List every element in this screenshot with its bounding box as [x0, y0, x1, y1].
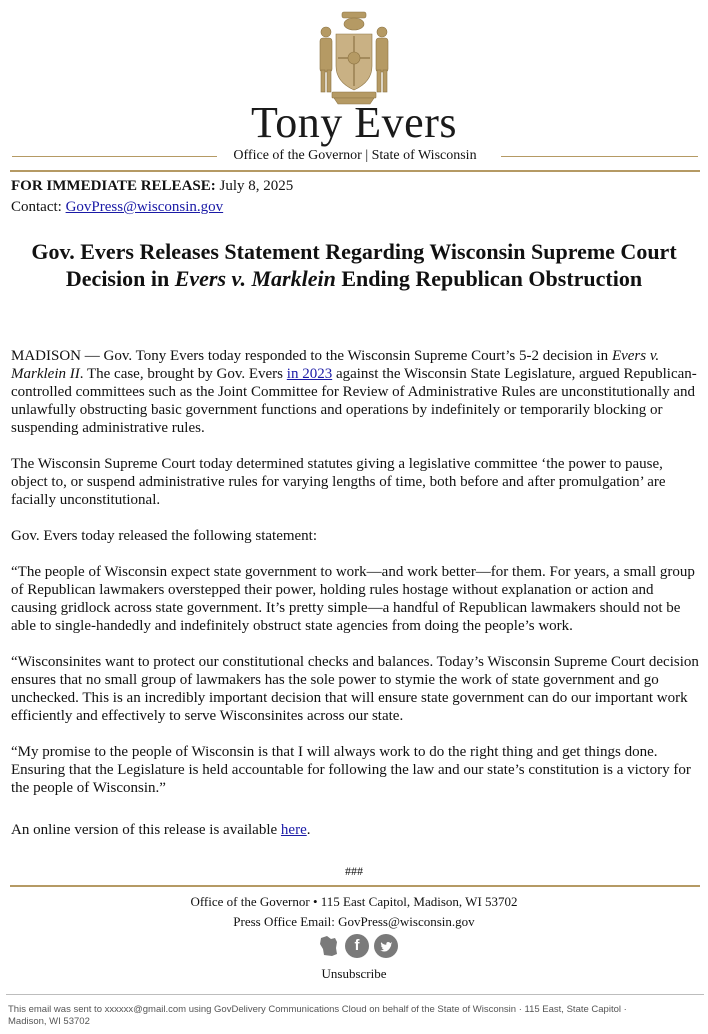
headline [20, 238, 688, 292]
p1-text-c: against the Wisconsin State Legislature, argued Republican-controlled committees such as the Joint Committee for Review of Administrative Rules are unconstitutionally and unlawfully obstructing basic government functions and operations by indefinitely or temporarily blocking or suspending administrative rules. [11, 366, 697, 436]
headline-part2: Ending Republican Obstruction [341, 266, 643, 291]
twitter-icon[interactable] [374, 934, 398, 958]
headline-case-name: Evers v. Marklein [174, 266, 336, 291]
release-label: FOR IMMEDIATE RELEASE: [11, 178, 216, 194]
header-subtitle-row [12, 147, 698, 167]
wisconsin-seal-icon [312, 10, 396, 106]
paragraph-2: The Wisconsin Supreme Court today determined statutes giving a legislative committee ‘the power to pause, object to, or suspend administrative rules for varying lengths of time, both before and after promulgation’ are facially unconstitutional. [11, 456, 666, 508]
fine-print-divider [6, 994, 704, 995]
footer-divider [10, 885, 700, 887]
p1-text-a: MADISON — Gov. Tony Evers today responded to the Wisconsin Supreme Court’s 5-2 decision in [11, 348, 609, 364]
paragraph-5: “Wisconsinites want to protect our constitutional checks and balances. Today’s Wisconsin Supreme Court decision ensures that no small group of lawmakers has the sole power to stymie the work of state government and go unchecked. This is an incredibly important decision that will ensure state government can do our important work efficiently and effectively to serve Wisconsinites across our state. [11, 654, 699, 724]
footer-address: Office of the Governor • 115 East Capitol, Madison, WI 53702 [190, 894, 518, 909]
p1-case-name: Evers v. Marklein II [11, 348, 660, 382]
online-text: An online version of this release is available [11, 822, 278, 838]
header-subtitle: Office of the Governor | State of Wisconsin [227, 148, 482, 163]
contact-line [11, 197, 293, 218]
online-period: . [306, 822, 311, 838]
fine-print: This email was sent to xxxxxx@gmail.com using GovDelivery Communications Cloud on behalf of the State of Wisconsin · 115 East, State Capitol · Madison, WI 53702 [8, 1004, 627, 1027]
in-2023-link[interactable]: in 2023 [286, 366, 333, 382]
end-mark: ### [345, 864, 363, 878]
social-icons [318, 934, 398, 960]
release-date: July 8, 2025 [219, 178, 294, 194]
release-body [11, 347, 701, 857]
paragraph-1 [11, 347, 701, 437]
contact-label: Contact: [11, 199, 62, 215]
here-link[interactable]: here [280, 822, 307, 838]
release-info [11, 176, 293, 218]
contact-email-link[interactable]: GovPress@wisconsin.gov [65, 199, 224, 215]
wisconsin-state-icon[interactable] [318, 934, 340, 958]
paragraph-4: “The people of Wisconsin expect state government to work—and work better—for them. For years, a small group of Republican lawmakers overstepped their power, holding rules hostage without explanation or action and causing gridlock across state government. It’s pretty simple—a handful of Republican lawmakers should not be able to single-handedly and indefinitely obstruct state agencies from doing the people’s work. [11, 564, 695, 634]
paragraph-3: Gov. Evers today released the following statement: [11, 528, 318, 544]
governor-name: Tony Evers [251, 98, 457, 147]
paragraph-6: “My promise to the people of Wisconsin is that I will always work to do the right thing and get things done. Ensuring that the Legislature is held accountable for following the law and our state’s constitution is a victory for the people of Wisconsin.” [11, 744, 691, 796]
header-divider [10, 170, 700, 172]
p1-text-b: . The case, brought by Gov. Evers [79, 366, 284, 382]
headline-part1: Gov. Evers Releases Statement Regarding Wisconsin Supreme Court Decision in [31, 239, 677, 291]
online-version-line [11, 821, 701, 839]
release-date-line [11, 176, 293, 197]
facebook-icon[interactable]: f [345, 934, 369, 958]
unsubscribe-link[interactable]: Unsubscribe [321, 966, 387, 981]
footer-press-email: Press Office Email: GovPress@wisconsin.gov [233, 914, 475, 929]
